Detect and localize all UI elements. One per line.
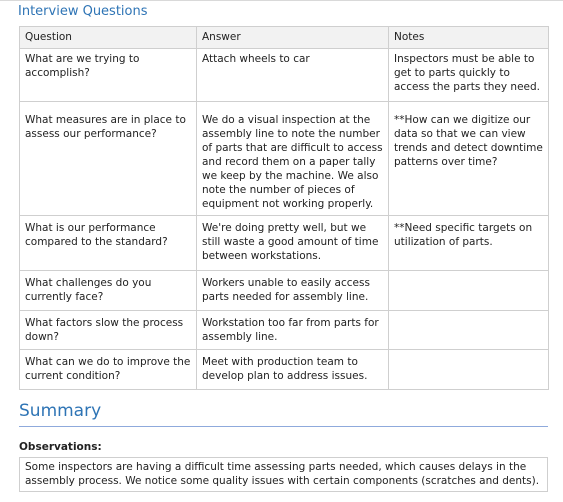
answer-cell[interactable]: Attach wheels to car — [197, 49, 389, 102]
summary-title: Summary — [19, 401, 102, 421]
question-cell[interactable]: What challenges do you currently face? — [20, 271, 197, 311]
observations-text[interactable]: Some inspectors are having a difficult time assessing parts needed, which causes delays in the assembly process. We notice some quality issues with certain components (scratches and dents). — [19, 457, 548, 492]
column-header-question: Question — [20, 27, 197, 49]
summary-divider — [19, 426, 548, 427]
table-row — [20, 350, 549, 390]
table-row — [20, 271, 549, 311]
section-title: Interview Questions — [18, 4, 148, 19]
notes-cell[interactable]: **Need specific targets on utilization of parts. — [389, 216, 549, 271]
notes-cell[interactable]: Inspectors must be able to get to parts quickly to access the parts they need. — [389, 49, 549, 102]
notes-cell[interactable] — [389, 350, 549, 390]
answer-cell[interactable]: We do a visual inspection at the assembly line to note the number of parts that are difficult to access and record them on a paper tally we keep by the machine. We also note the number of pieces of equipment not working properly. — [197, 102, 389, 216]
column-header-answer: Answer — [197, 27, 389, 49]
column-header-notes: Notes — [389, 27, 549, 49]
answer-cell[interactable]: Meet with production team to develop plan to address issues. — [197, 350, 389, 390]
question-cell[interactable]: What can we do to improve the current condition? — [20, 350, 197, 390]
table-row — [20, 102, 549, 216]
question-cell[interactable]: What is our performance compared to the standard? — [20, 216, 197, 271]
interview-questions-table — [19, 26, 549, 390]
question-cell[interactable]: What factors slow the process down? — [20, 311, 197, 350]
notes-cell[interactable] — [389, 271, 549, 311]
table-row — [20, 311, 549, 350]
table-row — [20, 49, 549, 102]
notes-cell[interactable]: **How can we digitize our data so that we can view trends and detect downtime patterns over time? — [389, 102, 549, 216]
answer-cell[interactable]: Workers unable to easily access parts needed for assembly line. — [197, 271, 389, 311]
answer-cell[interactable]: Workstation too far from parts for assembly line. — [197, 311, 389, 350]
notes-cell[interactable] — [389, 311, 549, 350]
observations-label: Observations: — [19, 441, 102, 453]
question-cell[interactable]: What are we trying to accomplish? — [20, 49, 197, 102]
table-row — [20, 216, 549, 271]
table-header-row — [20, 27, 549, 49]
question-cell[interactable]: What measures are in place to assess our performance? — [20, 102, 197, 216]
answer-cell[interactable]: We're doing pretty well, but we still waste a good amount of time between workstations. — [197, 216, 389, 271]
